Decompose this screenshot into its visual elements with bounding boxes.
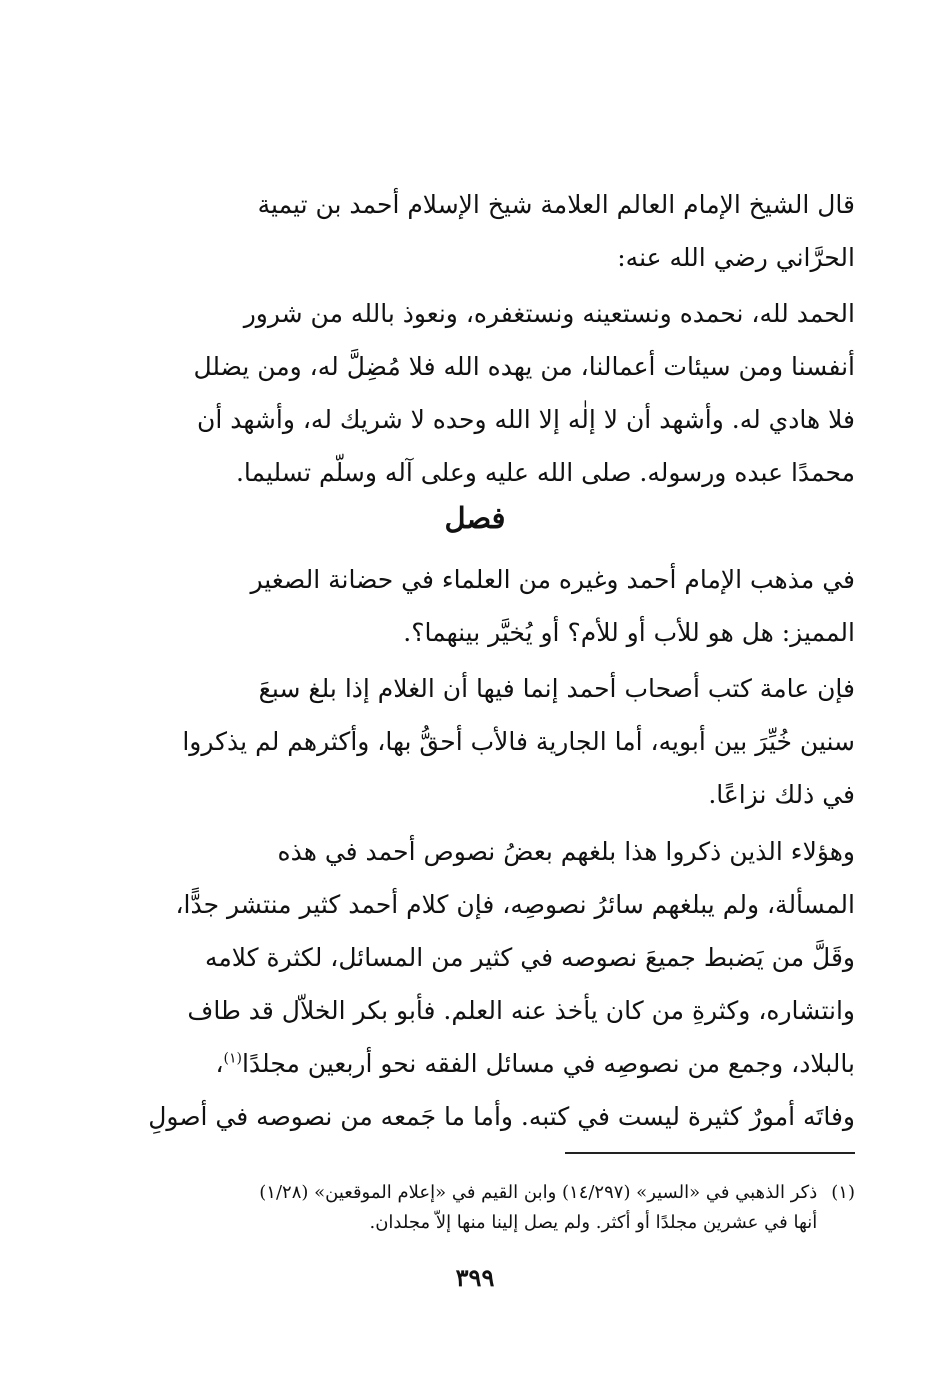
body-paragraph-2 — [110, 825, 855, 1143]
footnote — [110, 1178, 855, 1238]
body-paragraph-2-continuation: ، وفاتَه أمورٌ كثيرة ليست في كتبه. وأما ما جَمعه من نصوصه في أصولِ — [148, 1049, 855, 1131]
page-number: ٣٩٩ — [455, 1263, 495, 1292]
footnote-divider — [565, 1152, 855, 1154]
body-paragraph-1: فإن عامة كتب أصحاب أحمد إنما فيها أن الغلام إذا بلغ سبعَ سنين خُيِّرَ بين أبويه، أما الجارية فالأب أحقُّ بها، وأكثرهم لم يذكروا في ذلك نزاعًا. — [182, 674, 855, 809]
footnote-text: ذكر الذهبي في «السير» (١٤/٢٩٧) وابن القيم في «إعلام الموقعين» (١/٢٨) أنها في عشرين مجلدًا أو أكثر. ولم يصل إلينا منها إلاّ مجلدان. — [259, 1182, 818, 1233]
intro-paragraph: قال الشيخ الإمام العالم العلامة شيخ الإسلام أحمد بن تيمية الحرَّاني رضي الله عنه: — [257, 190, 855, 272]
section-heading: فصل — [444, 501, 506, 535]
opening-praise-paragraph: الحمد لله، نحمده ونستعينه ونستغفره، ونعوذ بالله من شرور أنفسنا ومن سيئات أعمالنا، من يهده الله فلا مُضِلَّ له، ومن يضلل فلا هادي له. وأشهد أن لا إلٰه إلا الله وحده لا شريك له، وأشهد أن محمدًا عبده ورسوله. صلى الله عليه وعلى آله وسلّم تسليما. — [193, 299, 855, 487]
footnote-reference-marker: (١) — [223, 1050, 242, 1067]
body-paragraph-2-text: وهؤلاء الذين ذكروا هذا بلغهم بعضُ نصوص أحمد في هذه المسألة، ولم يبلغهم سائرُ نصوصِه، فإن كلام أحمد كثير منتشر جدًّا، وقَلَّ من يَضبط جميعَ نصوصه في كثير من المسائل، لكثرة كلامه وانتشاره، وكثرةِ من كان يأخذ عنه العلم. فأبو بكر الخلاّل قد طاف بالبلاد، وجمع من نصوصِه في مسائل الفقه نحو أربعين مجلدًا — [175, 837, 855, 1078]
footnote-number: (١) — [831, 1182, 855, 1203]
question-paragraph: في مذهب الإمام أحمد وغيره من العلماء في حضانة الصغير المميز: هل هو للأب أو للأم؟ أو يُخيَّر بينهما؟. — [250, 565, 855, 647]
